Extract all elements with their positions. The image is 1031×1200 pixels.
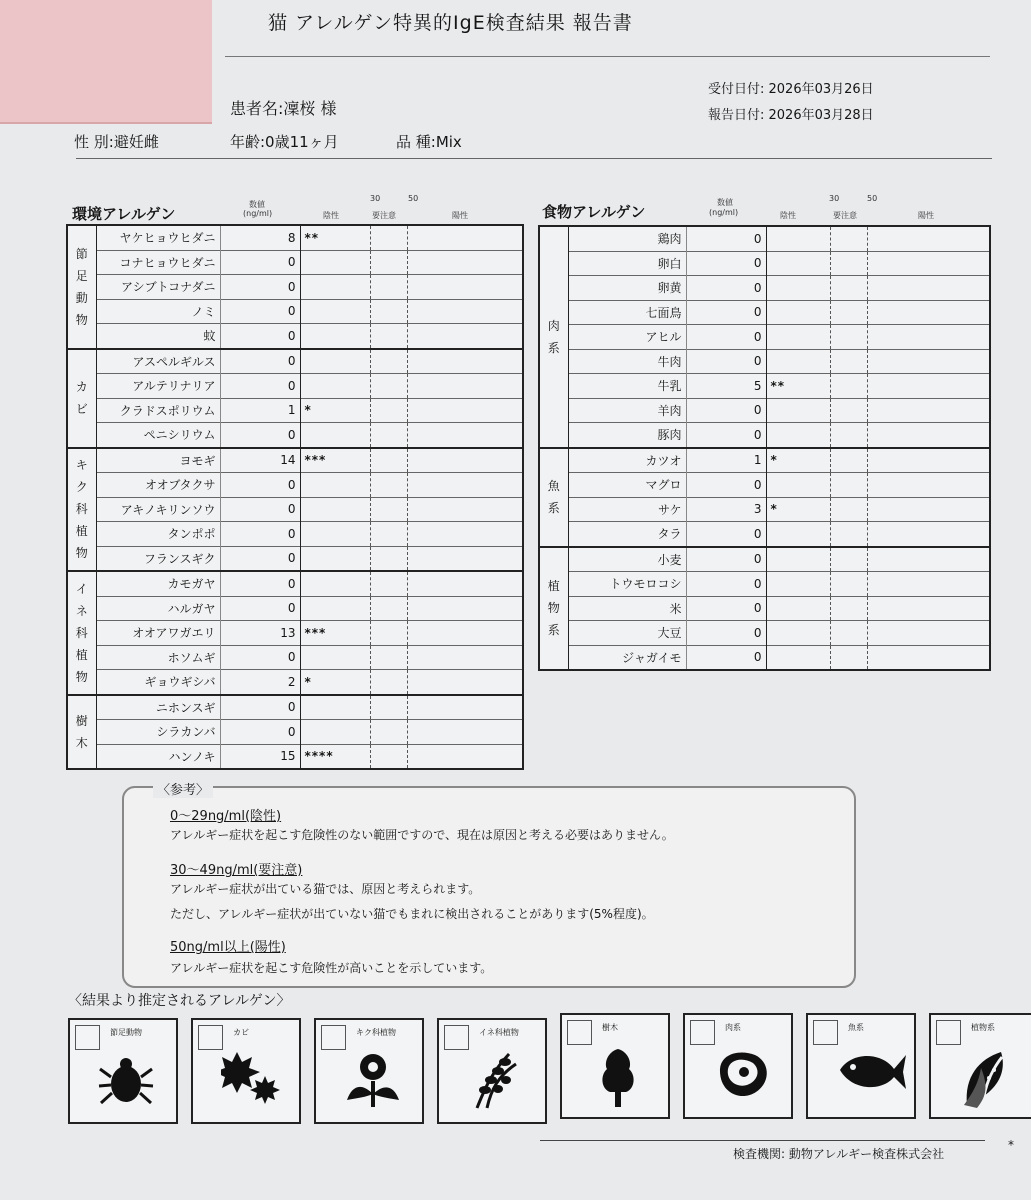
tile-meat [683,1013,793,1119]
allergen-stars [766,596,830,621]
allergen-value: 0 [686,572,766,597]
caution-description-1: アレルギー症状が出ている猫では、原因と考えられます。 [170,882,481,896]
allergen-stars [300,522,370,547]
allergen-value: 0 [686,300,766,325]
info-divider [76,158,992,159]
allergen-name: タラ [568,522,686,547]
allergen-value: 0 [220,374,300,399]
allergen-value: 0 [686,423,766,448]
report-date: 報告日付: 2026年03月28日 [708,108,874,123]
env-30-header: 30 [370,194,381,203]
allergen-value: 15 [220,744,300,769]
allergen-stars [300,596,370,621]
allergen-name: 卵白 [568,251,686,276]
allergen-name: ペニシリウム [96,423,220,448]
allergen-stars [300,299,370,324]
allergen-name: ノミ [96,299,220,324]
environment-title: 環境アレルゲン [72,205,176,223]
env-positive-header: 陽性 [452,211,468,220]
allergen-stars [766,398,830,423]
food-title: 食物アレルゲン [542,203,646,221]
allergen-stars [300,349,370,374]
tile-poaceae [437,1018,547,1124]
estimated-allergen-tiles [68,1018,1031,1124]
allergen-stars: * [300,670,370,695]
allergen-stars [300,374,370,399]
allergen-name: サケ [568,497,686,522]
allergen-stars [766,423,830,448]
allergen-name: ヤケヒョウヒダニ [96,225,220,250]
negative-description: アレルギー症状を起こす危険性のない範囲ですので、現在は原因と考える必要はありません。 [170,828,674,842]
allergen-value: 0 [220,695,300,720]
allergen-name: 蚊 [96,324,220,349]
allergen-stars [300,497,370,522]
allergen-value: 1 [220,398,300,423]
allergen-value: 1 [686,448,766,473]
env-negative-header: 陰性 [323,211,339,220]
allergen-value: 14 [220,448,300,473]
allergen-name: カモガヤ [96,571,220,596]
allergen-stars [766,522,830,547]
tile-label: イネ科植物 [479,1028,519,1037]
grass-icon [467,1052,527,1110]
allergen-value: 3 [686,497,766,522]
allergen-value: 2 [220,670,300,695]
allergen-value: 0 [220,571,300,596]
allergen-name: コナヒョウヒダニ [96,250,220,275]
allergen-stars [766,251,830,276]
food-allergen-table [538,225,991,671]
allergen-stars [300,275,370,300]
food-positive-header: 陽性 [918,211,934,220]
allergen-name: シラカンバ [96,720,220,745]
allergen-name: ニホンスギ [96,695,220,720]
allergen-stars [766,645,830,670]
allergen-name: 米 [568,596,686,621]
allergen-value: 0 [220,473,300,498]
checkbox[interactable] [321,1025,346,1050]
estimated-allergens-title: 〈結果より推定されるアレルゲン〉 [68,993,291,1009]
tile-label: カビ [233,1028,249,1037]
patient-breed: 品 種:Mix [396,133,462,151]
allergen-value: 0 [686,596,766,621]
corn-icon [959,1047,1021,1109]
allergen-value: 0 [686,276,766,301]
allergen-value: 0 [220,720,300,745]
testing-laboratory: 検査機関: 動物アレルギー検査株式会社 [733,1147,945,1161]
tile-plant-food [929,1013,1031,1119]
allergen-value: 0 [686,325,766,350]
allergen-name: 鶏肉 [568,226,686,251]
negative-range: 0〜29ng/ml(陰性) [170,809,282,824]
environment-allergen-table [66,224,524,770]
meat-icon [713,1047,773,1099]
allergen-stars [766,621,830,646]
env-category-poaceae: イネ科植物 [67,571,96,695]
allergen-stars [300,473,370,498]
allergen-name: ジャガイモ [568,645,686,670]
env-category-arthropod: 節足動物 [67,225,96,349]
receive-date: 受付日付: 2026年03月26日 [708,82,874,97]
footer-asterisk: * [1008,1138,1014,1152]
env-category-asteraceae: キク科植物 [67,448,96,572]
flower-icon [344,1052,402,1110]
allergen-name: 大豆 [568,621,686,646]
allergen-stars: *** [300,448,370,473]
checkbox[interactable] [75,1025,100,1050]
allergen-stars [766,325,830,350]
allergen-value: 0 [220,546,300,571]
allergen-stars [766,473,830,498]
fish-icon [836,1047,908,1095]
allergen-stars [300,250,370,275]
allergen-name: オオアワガエリ [96,621,220,646]
allergen-value: 0 [220,324,300,349]
page-title: 猫 アレルゲン特異的IgE検査結果 報告書 [268,12,633,34]
allergen-name: 羊肉 [568,398,686,423]
tile-label: キク科植物 [356,1028,396,1037]
food-negative-header: 陰性 [780,211,796,220]
patient-age: 年齢:0歳11ヶ月 [230,133,339,151]
footer-divider [540,1140,985,1141]
allergen-value: 8 [220,225,300,250]
allergen-name: クラドスポリウム [96,398,220,423]
allergen-name: ギョウギシバ [96,670,220,695]
tile-trees [560,1013,670,1119]
allergen-stars: * [766,497,830,522]
food-category-plant: 植物系 [539,547,568,671]
title-divider [225,56,990,57]
allergen-stars: ** [300,225,370,250]
positive-range: 50ng/ml以上(陽性) [170,940,286,955]
allergen-stars [300,571,370,596]
tile-mold [191,1018,301,1124]
allergen-value: 0 [686,522,766,547]
allergen-value: 0 [220,423,300,448]
env-category-mold: カビ [67,349,96,448]
allergen-name: ハルガヤ [96,596,220,621]
checkbox[interactable] [567,1020,592,1045]
checkbox[interactable] [198,1025,223,1050]
food-category-fish: 魚系 [539,448,568,547]
patient-name: 患者名:凜桜 様 [230,99,337,118]
tile-label: 樹木 [602,1023,618,1032]
food-caution-header: 要注意 [833,211,857,220]
allergen-stars [300,546,370,571]
allergen-name: アキノキリンソウ [96,497,220,522]
allergen-stars [766,572,830,597]
caution-description-2: ただし、アレルギー症状が出ていない猫でもまれに検出されることがあります(5%程度)。 [170,907,654,921]
checkbox[interactable] [444,1025,469,1050]
allergen-value: 0 [220,522,300,547]
allergen-name: タンポポ [96,522,220,547]
allergen-stars: **** [300,744,370,769]
allergen-value: 0 [686,226,766,251]
tree-icon [590,1047,646,1107]
allergen-name: カツオ [568,448,686,473]
patient-sex: 性 別:避妊雌 [74,133,159,151]
caution-range: 30〜49ng/ml(要注意) [170,863,303,878]
allergen-stars [766,547,830,572]
tile-label: 魚系 [848,1023,864,1032]
allergen-value: 13 [220,621,300,646]
allergen-value: 0 [686,349,766,374]
positive-description: アレルギー症状を起こす危険性が高いことを示しています。 [170,961,493,975]
allergen-stars [300,423,370,448]
allergen-name: アヒル [568,325,686,350]
food-50-header: 50 [867,194,878,203]
allergen-name: ヨモギ [96,448,220,473]
env-50-header: 50 [408,194,419,203]
allergen-stars: *** [300,621,370,646]
allergen-stars [766,300,830,325]
allergen-name: 小麦 [568,547,686,572]
tile-asteraceae [314,1018,424,1124]
allergen-name: マグロ [568,473,686,498]
pink-sticky-note [0,0,212,124]
tile-fish [806,1013,916,1119]
env-caution-header: 要注意 [372,211,396,220]
allergen-name: トウモロコシ [568,572,686,597]
allergen-value: 0 [220,275,300,300]
allergen-stars [300,720,370,745]
checkbox[interactable] [936,1020,961,1045]
allergen-name: 牛乳 [568,374,686,399]
allergen-name: アシブトコナダニ [96,275,220,300]
allergen-value: 0 [220,299,300,324]
allergen-name: アスペルギルス [96,349,220,374]
allergen-value: 0 [220,645,300,670]
env-unit-header: (ng/ml) [243,209,273,218]
checkbox[interactable] [690,1020,715,1045]
food-unit-header: (ng/ml) [709,208,739,217]
food-category-meat: 肉系 [539,226,568,448]
checkbox[interactable] [813,1020,838,1045]
allergen-name: 卵黄 [568,276,686,301]
allergen-stars [300,324,370,349]
allergen-stars [300,645,370,670]
allergen-stars: ** [766,374,830,399]
tile-label: 植物系 [971,1023,995,1032]
allergen-value: 0 [686,398,766,423]
allergen-name: フランスギク [96,546,220,571]
allergen-name: 豚肉 [568,423,686,448]
allergen-value: 0 [686,251,766,276]
mite-icon [98,1052,154,1110]
tile-label: 肉系 [725,1023,741,1032]
food-value-header: 数値 [717,198,733,207]
env-value-header: 数値 [249,200,265,209]
allergen-name: アルテリナリア [96,374,220,399]
allergen-value: 0 [686,621,766,646]
allergen-value: 5 [686,374,766,399]
allergen-value: 0 [220,497,300,522]
allergen-value: 0 [220,596,300,621]
allergen-stars [766,349,830,374]
allergen-stars: * [300,398,370,423]
tile-arthropod [68,1018,178,1124]
allergen-value: 0 [220,250,300,275]
allergen-stars [300,695,370,720]
allergen-stars [766,276,830,301]
allergen-value: 0 [686,473,766,498]
food-30-header: 30 [829,194,840,203]
allergen-value: 0 [220,349,300,374]
allergen-name: オオブタクサ [96,473,220,498]
allergen-name: 牛肉 [568,349,686,374]
allergen-stars [766,226,830,251]
env-category-trees: 樹木 [67,695,96,770]
allergen-value: 0 [686,645,766,670]
tile-label: 節足動物 [110,1028,142,1037]
allergen-stars: * [766,448,830,473]
allergen-value: 0 [686,547,766,572]
allergen-name: 七面鳥 [568,300,686,325]
allergen-name: ハンノキ [96,744,220,769]
mold-spore-icon [221,1052,281,1110]
reference-label: 〈参考〉 [153,779,213,798]
allergen-name: ホソムギ [96,645,220,670]
